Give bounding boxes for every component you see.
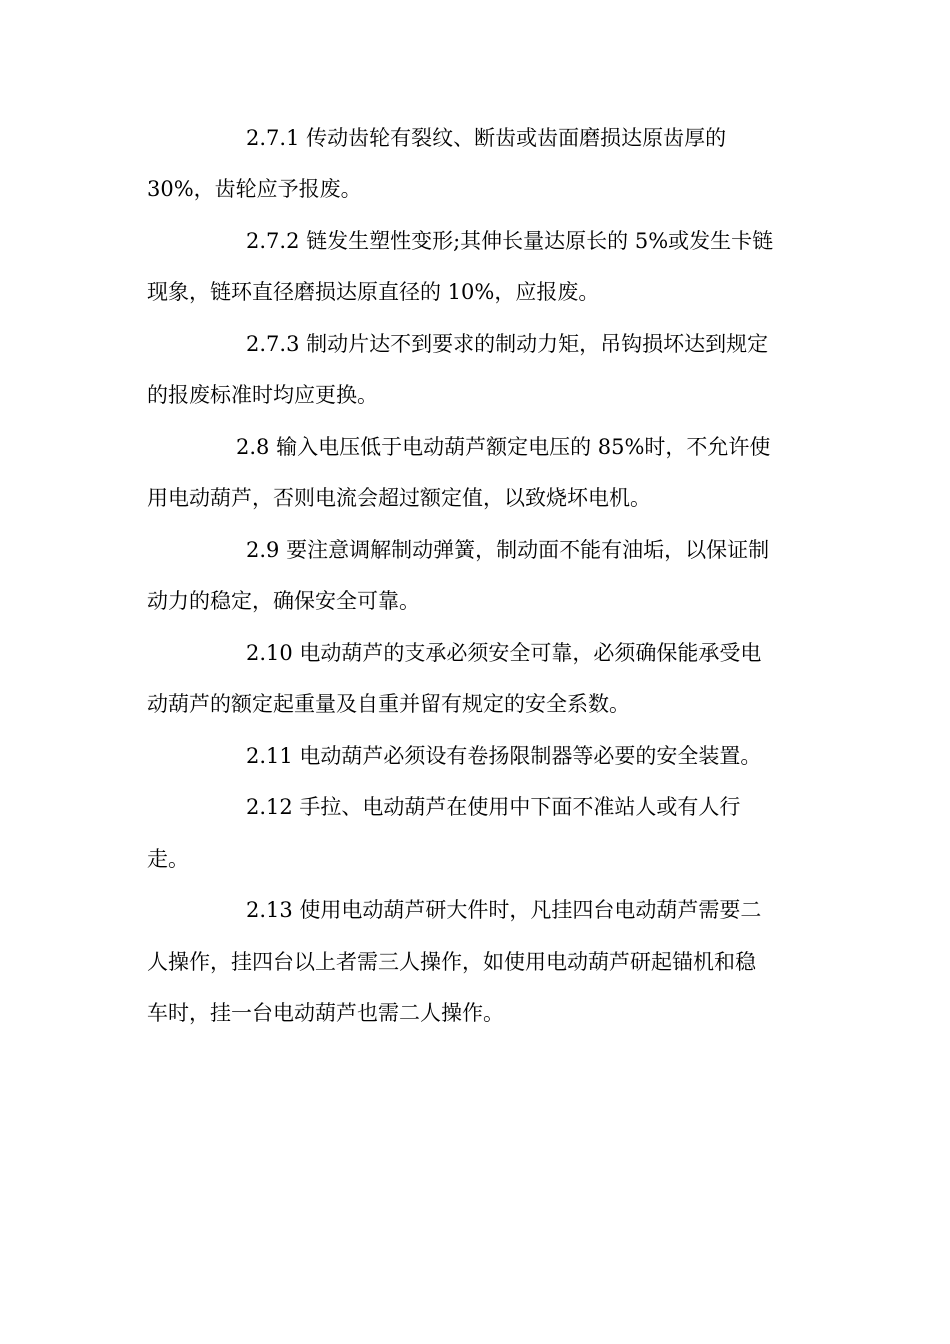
paragraph-2-12-line-2: 走。 bbox=[147, 847, 189, 871]
paragraph-2-13-line-2: 人操作，挂四台以上者需三人操作，如使用电动葫芦研起锚机和稳 bbox=[147, 950, 756, 974]
paragraph-2-10-line-2: 动葫芦的额定起重量及自重并留有规定的安全系数。 bbox=[147, 692, 630, 716]
paragraph-2-9-line-1: 2.9 要注意调解制动弹簧，制动面不能有油垢，以保证制 bbox=[246, 538, 770, 562]
paragraph-2-7-3-line-2: 的报废标准时均应更换。 bbox=[147, 383, 378, 407]
paragraph-2-7-3-line-1: 2.7.3 制动片达不到要求的制动力矩，吊钩损坏达到规定 bbox=[246, 332, 769, 356]
paragraph-2-13-line-3: 车时，挂一台电动葫芦也需二人操作。 bbox=[147, 1001, 504, 1025]
paragraph-2-8-line-1: 2.8 输入电压低于电动葫芦额定电压的 85%时，不允许使 bbox=[236, 435, 771, 459]
paragraph-2-9-line-2: 动力的稳定，确保安全可靠。 bbox=[147, 589, 420, 613]
paragraph-2-11-line-1: 2.11 电动葫芦必须设有卷扬限制器等必要的安全装置。 bbox=[246, 744, 762, 768]
paragraph-2-7-1-line-1: 2.7.1 传动齿轮有裂纹、断齿或齿面磨损达原齿厚的 bbox=[246, 126, 727, 150]
paragraph-2-12-line-1: 2.12 手拉、电动葫芦在使用中下面不准站人或有人行 bbox=[246, 795, 741, 819]
paragraph-2-7-2-line-2: 现象，链环直径磨损达原直径的 10%，应报废。 bbox=[147, 280, 600, 304]
paragraph-2-7-2-line-1: 2.7.2 链发生塑性变形;其伸长量达原长的 5%或发生卡链 bbox=[246, 229, 774, 253]
paragraph-2-13-line-1: 2.13 使用电动葫芦研大件时，凡挂四台电动葫芦需要二 bbox=[246, 898, 762, 922]
paragraph-2-8-line-2: 用电动葫芦，否则电流会超过额定值，以致烧坏电机。 bbox=[147, 486, 651, 510]
paragraph-2-10-line-1: 2.10 电动葫芦的支承必须安全可靠，必须确保能承受电 bbox=[246, 641, 762, 665]
paragraph-2-7-1-line-2: 30%，齿轮应予报废。 bbox=[147, 177, 362, 201]
